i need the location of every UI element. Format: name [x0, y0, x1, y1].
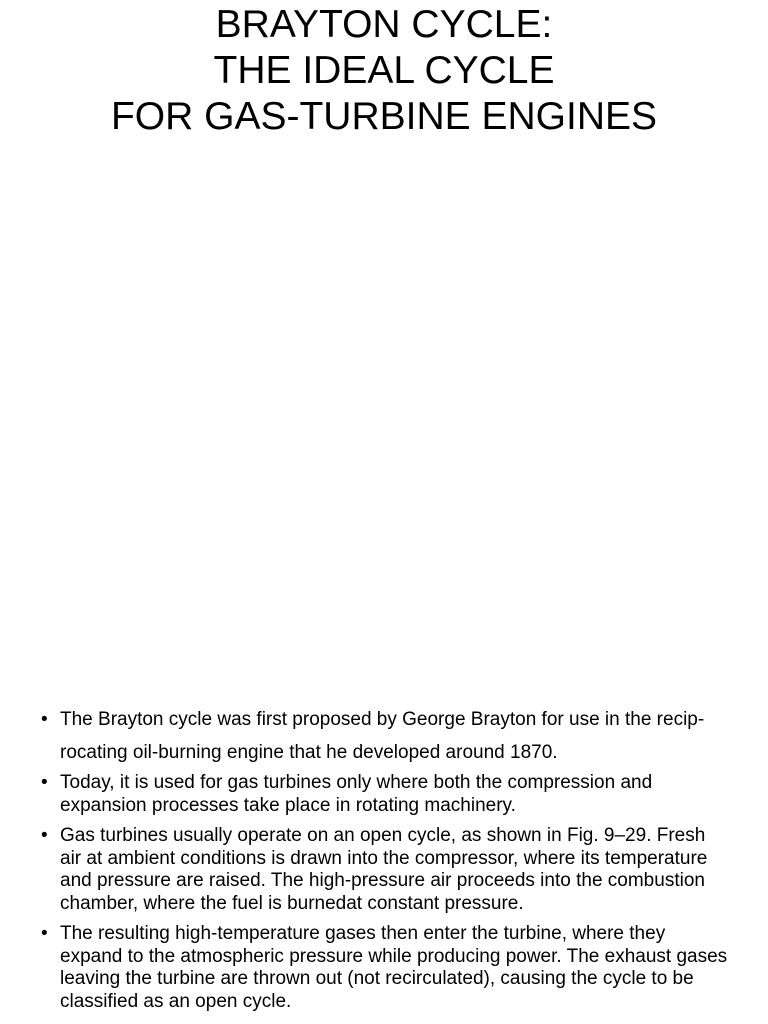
bullet-text-2: Today, it is used for gas turbines only where both the compression and expansion processes take place in rotating machinery. — [60, 772, 653, 816]
bullet-text-1: The Brayton cycle was first proposed by George Brayton for use in the recip- — [60, 709, 705, 730]
bullet-marker: • — [41, 772, 48, 793]
bullet-list — [0, 709, 768, 1013]
bullet-item-1 — [0, 709, 768, 732]
title-line-3: FOR GAS-TURBINE ENGINES — [110, 95, 658, 138]
title-line-1: BRAYTON CYCLE: — [215, 3, 553, 46]
bullet-item-4 — [0, 923, 768, 1013]
bullet-marker: • — [41, 709, 48, 730]
bullet-text-3: Gas turbines usually operate on an open cycle, as shown in Fig. 9–29. Fresh air at ambient conditions is drawn into the compressor, where its temperature and pressure are raised. The high-pressure air proceeds into the combustion chamber, where the fuel is burnedat constant pressure. — [60, 825, 708, 914]
bullet-item-1-continuation — [0, 742, 768, 765]
slide-title — [0, 2, 768, 140]
bullet-marker: • — [41, 825, 48, 846]
bullet-marker: • — [41, 923, 48, 944]
bullet-item-3 — [0, 825, 768, 915]
bullet-text-1-continuation: rocating oil-burning engine that he developed around 1870. — [60, 741, 558, 763]
title-line-2: THE IDEAL CYCLE — [213, 49, 555, 92]
bullet-text-4: The resulting high-temperature gases then enter the turbine, where they expand to the atmospheric pressure while producing power. The exhaust gases leaving the turbine are thrown out (not recirculated), causing the cycle to be classified as an open cycle. — [60, 923, 728, 1012]
bullet-item-2 — [0, 772, 768, 817]
